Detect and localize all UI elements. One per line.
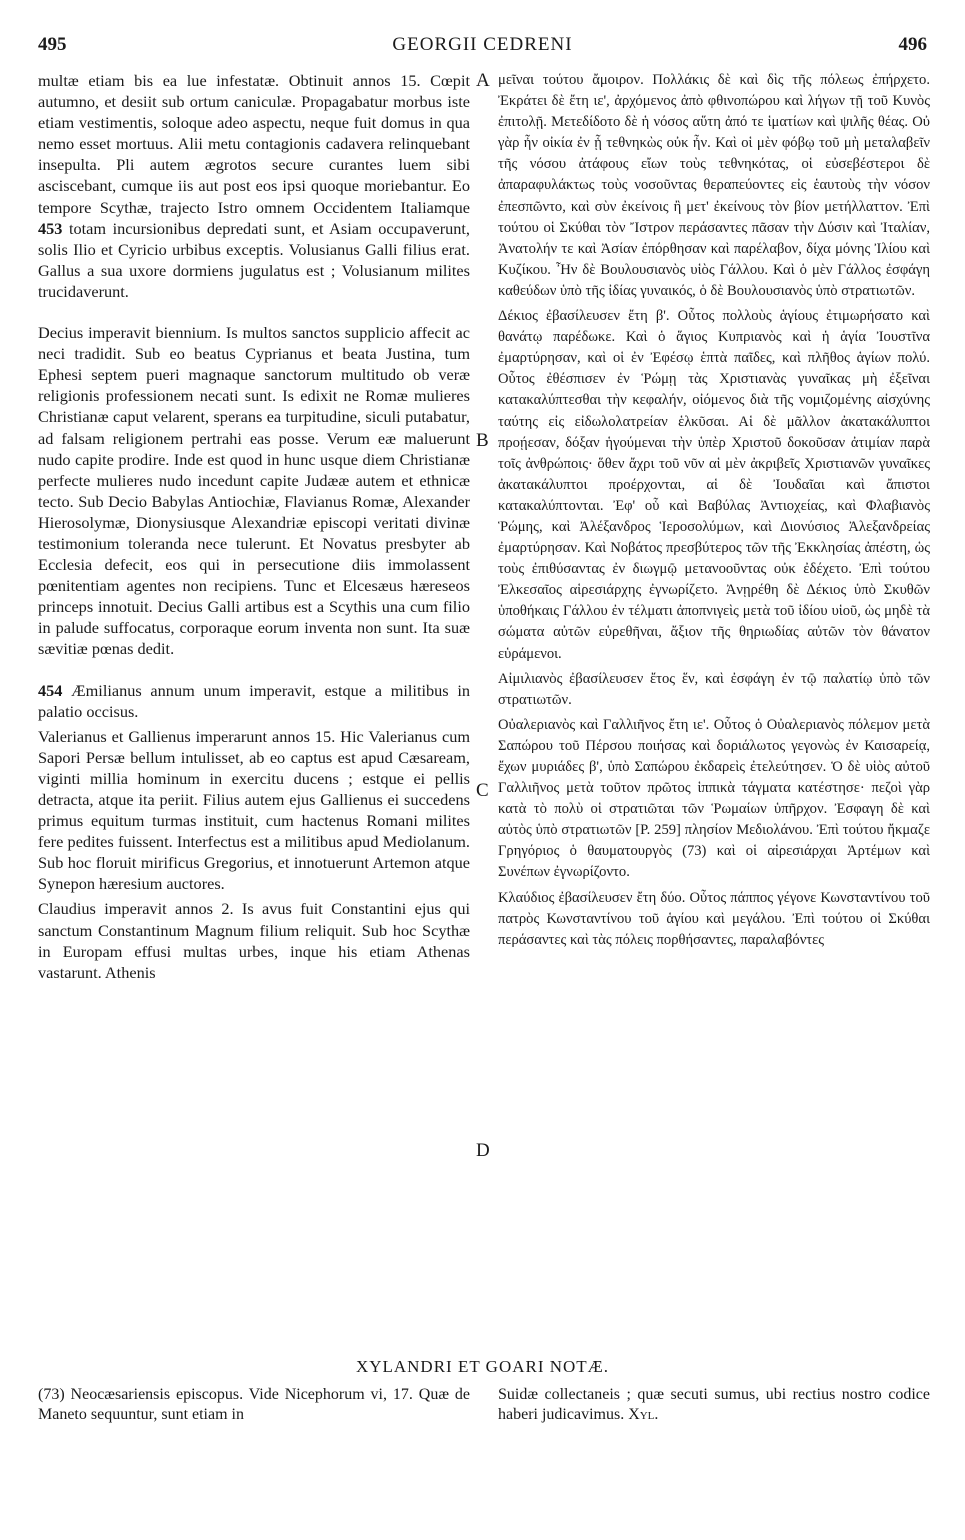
greek-paragraph: Οὐαλεριανὸς καὶ Γαλλιῆνος ἔτη ιε'. Οὗτος ὁ Οὐαλεριανὸς πόλεμον μετὰ Σαπώρου τοῦ Πέρσου ποιήσας καὶ δοριάλωτος γεγονὼς ἐν Καισαρείᾳ, ἔχων μυριάδες β', ὑπὸ Σαπώρου ἐκδαρεὶς ἐτελεύτησεν. Ὁ δὲ υἱὸς αὐτοῦ Γαλλιῆνος μετὰ τοῦτον πρῶτος ἱππικὰ τάγματα κατέστησε· πεζοὶ γὰρ κατὰ τὸ πολὺ οἱ στρατιῶται τῶν Ῥωμαίων ὑπῆρχον. Ἐσφαγη δὲ καὶ αὐτὸς ὑπὸ στρατιωτῶν [P. 259] πλησίον Μεδιολάνου. Ἐπὶ τούτου ἤκμαζε Γρηγόριος ὁ θαυματουργὸς (73) καὶ οἱ αἱρεσιάρχαι Ἀρτέμων καὶ Συνέπων ἐγνωρίζοντο. [498, 716, 930, 881]
section-number: 454 [38, 680, 63, 700]
note-signature: Xyl. [628, 1406, 659, 1423]
greek-column [498, 70, 930, 955]
greek-paragraph: Δέκιος ἐβασίλευσεν ἔτη β'. Οὗτος πολλοὺς ἁγίους ἐτιμωρήσατο καὶ θανάτῳ παρέδωκε. Καὶ ὁ ἅγιος Κυπριανὸς καὶ ἡ ἁγία Ἰουστῖνα ἐμαρτύρησαν, καὶ οἱ ἐν Ἐφέσῳ ἑπτὰ παῖδες, καὶ πλῆθος ἁγίων πολύ. Οὗτος ἐθέσπισεν ἐν Ῥώμῃ τὰς Χριστιανὰς γυναῖκας μὴ ἐξεῖναι κατακαλύπτεσθαι τὴν κεφαλήν, οἰόμενος διὰ τῆς νομιζομένης αἰσχύνης ταύτης εἰς εἰδωλολατρείαν ἑλκῦσαι. Αἱ δὲ μᾶλλον ἀκατακάλυπτοι προῄεσαν, δόξαν ἡγούμεναι τὴν ὑπὲρ Χριστοῦ δοκοῦσαν ἀτιμίαν παρὰ τοῖς ἀνθρώποις· ὅθεν ἄχρι τοῦ νῦν αἱ μὲν ἀκριβεῖς Χριστιανῶν γυναῖκες ἀκατακάλυπτοι προέρχονται, αἱ δὲ Ἰουδαῖαι καὶ ἄπιστοι κατακαλύπτονται. Ἐφ' οὗ καὶ Βαβύλας Ἀντιοχείας, καὶ Φλαβιανὸς Ῥώμης, καὶ Ἀλέξανδρος Ἱεροσολύμων, καὶ Διονύσιος Ἀλεξανδρείας ἐμαρτύρησαν. Καὶ Νοβάτος πρεσβύτερος τῶν τῆς Ἐκκλησίας ἀπέστη, ὡς τοὺς ἐπιθύσαντας ἐν διωγμῷ μετανοοῦντας οὐκ ἐδέχετο. Ἐπὶ τούτου Ἐλκεσαῖος αἱρεσιάρχης ἐγνωρίζετο. Ἀνῃρέθη δὲ Δέκιος ὑπὸ Σκυθῶν ὑποθήκαις Γάλλου ἐν τέλματι ἀποπνιγεὶς μετὰ τοῦ ἰδίου υἱοῦ, ὡς μηδὲ τὰ σώματα αὐτῶν εὑρεθῆναι, ἄξιον τῆς θηριωδίας αὐτῶν τὸν θάνατον εὑράμενοι. [498, 308, 930, 662]
margin-letter-c: C [476, 780, 489, 801]
footnote-left: (73) Neocæsariensis episcopus. Vide Nicephorum vi, 17. Quæ de Maneto sequuntur, sunt etiam in [38, 1386, 470, 1423]
latin-paragraph: multæ etiam bis ea lue infestatæ. Obtinuit annos 15. Cœpit autumno, et desiit sub ortum caniculæ. Propagabatur morbus iste etiam vestimentis, soloque adeo aspectu, neque fuit domus in qua nemo esset mortuus. Alii metu contagionis cadavera relinquebant insepulta. Pli autem ægrotos secure curantes luem sibi asciscebant, cumque iis aut post eos ipsi quoque moriebantur. Eo tempore Scythæ, trajecto Istro omnem Occidentem Italiamque 453 totam incursionibus depredati sunt, et Asiam occupaverunt, solis Ilio et Cyricio urbibus exceptis. Volusianus Galli filius erat. Gallus a sua uxore dormiens jugulatus est ; Volusianum milites trucidaverunt. [38, 71, 471, 301]
page-number-left: 495 [38, 34, 67, 55]
page-number-right: 496 [898, 34, 927, 55]
footnote-right: Suidæ collectaneis ; quæ secuti sumus, ubi rectius nostro codice haberi judicavimus. Xyl. [498, 1386, 930, 1423]
latin-paragraph: Valerianus et Gallienus imperarunt annos 15. Hic Valerianus cum Sapori Persæ bellum intulisset, ab eo captus est apud Cæsaream, viginti millia hominum in exercitu ducens ; estque ei pellis detracta, atque ita periit. Filius autem ejus Gallienus ei succedens primus equitum turmas instituit, cum hactenus Romani milites fere pedites fuissent. Interfectus est a militibus apud Mediolanum. Sub hoc floruit mirificus Gregorius, et innotuerunt Artemon atque Synepon hæresium auctores. [38, 726, 470, 894]
latin-paragraph: 454 Æmilianus annum unum imperavit, estque a militibus in palatio occisus. [38, 680, 470, 721]
margin-letter-d: D [476, 1140, 490, 1161]
margin-letter-b: B [476, 430, 489, 451]
notes-title: XYLANDRI ET GOARI NOTÆ. [355, 1357, 610, 1376]
latin-paragraph: Claudius imperavit annos 2. Is avus fuit Constantini ejus qui sanctum Constantinum Magnum filium reliquit. Sub hoc Scythæ in Europam effusi multas urbes, inque his etiam Athenas vastarunt. Athenis [38, 899, 470, 982]
greek-paragraph: Αἰμιλιανὸς ἐβασίλευσεν ἔτος ἕν, καὶ ἐσφάγη ἐν τῷ παλατίῳ ὑπὸ τῶν στρατιωτῶν. [498, 670, 930, 708]
running-title: GEORGII CEDRENI [392, 34, 573, 55]
greek-paragraph: Κλαύδιος ἐβασίλευσεν ἔτη δύο. Οὗτος πάππος γέγονε Κωνσταντίνου τοῦ πατρὸς Κωνσταντίνου τοῦ ἁγίου καὶ μεγάλου. Ἐπὶ τούτου οἱ Σκύθαι περάσαντες καὶ τὰς πόλεις πορθήσαντες, παραλαβόντες [498, 889, 930, 948]
latin-column [38, 70, 470, 987]
latin-paragraph: Decius imperavit biennium. Is multos sanctos supplicio affecit ac neci tradidit. Sub eo beatus Cyprianus et beata Justina, tum Ephesi septem pueri magnaque sanctorum multitudo ob veræ religionis professionem necati sunt. Is edixit ne Romæ mulieres Christianæ caput velarent, sperans ea turpitudine, siculi putabatur, ad falsam religionem pertrahi eas posse. Verum eæ maluerunt nudo capite prodire. Inde est quod in hunc usque diem Christianæ perfecte mulieres nudo incedunt capite Judææ autem et ethnicæ tecto. Sub Decio Babylas Antiochiæ, Flavianus Romæ, Alexander Hierosolymæ, Dionysiusque Alexandriæ episcopi veritati divinæ testimonium toleranda nece tulerunt. Et Novatus presbyter ab Ecclesia defecit, eos qui in persecutione diis immolassent pœnitentiam agentes non recipiens. Tunc et Elcesæus hæreseos princeps innotuit. Decius Galli artibus est a Scythis una cum filio in palude suffocatus, corporaque eorum inventa non sunt. Ita suæ sævitiæ pœnas dedit. [38, 323, 470, 659]
greek-paragraph: μεῖναι τούτου ἄμοιρον. Πολλάκις δὲ καὶ δὶς τῆς πόλεως ἐπήρχετο. Ἐκράτει δὲ ἔτη ιε', ἀρχόμενος ἀπὸ φθινοπώρου καὶ λήγων τῇ τοῦ Κυνὸς ἐπιτολῇ. Μετεδίδοτο δὲ ἡ νόσος αὕτη ἀπό τε ἱματίων καὶ ψιλῆς θέας. Οὐ γὰρ ἦν οἰκία ἐν ᾗ τεθνηκὼς οὐκ ἦν. Καὶ οἱ μὲν φόβῳ τοῦ μὴ μεταλαβεῖν τῆς νόσου ἀτάφους εἴων τοὺς τεθνηκότας, οἱ εὐσεβέστεροι δὲ ἀπαραφυλάκτως τοὺς νοσοῦντας θεραπεύοντες εἰς ἑαυτοὺς τὴν νόσον ἐπεσπῶντο, καὶ σὺν ἐκείνοις ἢ μετ' ἐκείνους τὸν βίον μετήλλαττον. Ἐπὶ τούτου οἱ Σκύθαι τὸν Ἴστρον περάσαντες πᾶσαν τὴν Δύσιν καὶ Ἰταλίαν, Ἀνατολήν τε καὶ Ἀσίαν ἐπόρθησαν καὶ παρέλαβον, δίχα μόνης Ἰλίου καὶ Κυζίκου. Ἦν δὲ Βουλουσιανὸς υἱὸς Γάλλου. Καὶ ὁ μὲν Γάλλος ἐσφάγη καθεύδων ὑπὸ τῆς ἰδίας γυναικός, ὁ δὲ Βουλουσιανὸς ὑπὸ στρατιωτῶν. [498, 72, 930, 299]
margin-letter-a: A [476, 70, 490, 91]
section-number: 453 [38, 218, 63, 238]
page-header [0, 34, 965, 60]
